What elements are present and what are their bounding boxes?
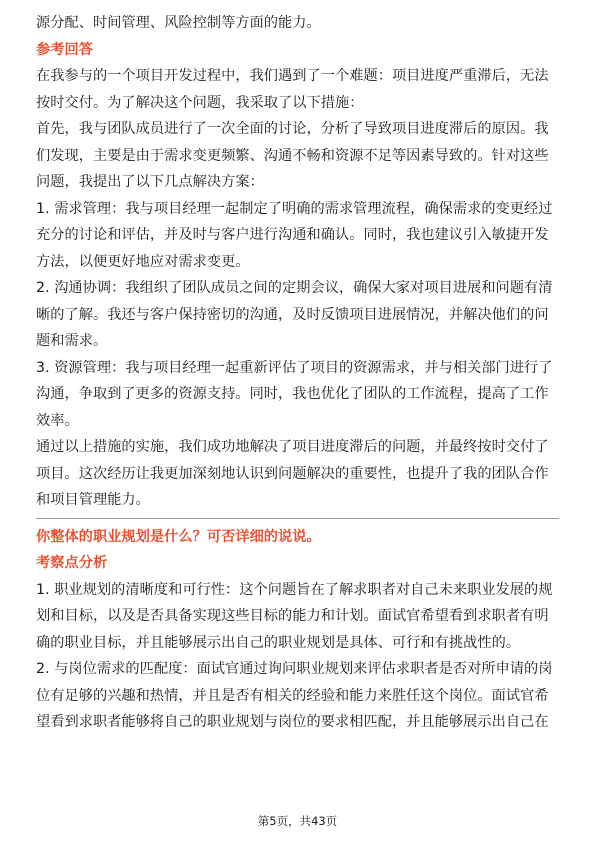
continuation-text: 源分配、时间管理、风险控制等方面的能力。 <box>36 15 321 31</box>
answer-line: 首先，我与团队成员进行了一次全面的讨论，分析了导致项目进度滞后的原因。我 <box>36 121 549 137</box>
document-page <box>36 14 559 740</box>
analysis-line: 望看到求职者能够将自己的职业规划与岗位的要求相匹配，并且能够展示出自己在 <box>36 714 549 730</box>
answer-paragraph <box>36 67 559 510</box>
answer-line: 按时交付。为了解决这个问题，我采取了以下措施： <box>36 94 364 111</box>
analysis-line: 划和目标，以及是否具备实现这些目标的能力和计划。面试官希望看到求职者有明 <box>36 608 549 624</box>
analysis-line: 确的职业目标，并且能够展示出自己的职业规划是具体、可行和有挑战性的。 <box>36 634 521 651</box>
answer-line: 在我参与的一个项目开发过程中，我们遇到了一个难题：项目进度严重滞后，无法 <box>36 68 549 84</box>
analysis-line: 1. 职业规划的清晰度和可行性：这个问题旨在了解求职者对自己未来职业发展的规 <box>36 581 553 598</box>
answer-line: 沟通，争取到了更多的资源支持。同时，我也优化了团队的工作流程，提高了工作 <box>36 386 549 402</box>
answer-line: 问题，我提出了以下几点解决方案： <box>36 174 264 190</box>
answer-line: 2. 沟通协调：我组织了团队成员之间的定期会议，确保大家对项目进展和问题有清 <box>36 280 553 296</box>
answer-line: 1. 需求管理：我与项目经理一起制定了明确的需求管理流程，确保需求的变更经过 <box>36 200 553 217</box>
analysis-line: 位有足够的兴趣和热情，并且是否有相关的经验和能力来胜任这个岗位。面试官希 <box>36 687 549 704</box>
page-number-footer: 第5页，共43页 <box>257 814 338 828</box>
answer-line: 项目。这次经历让我更加深刻地认识到问题解决的重要性，也提升了我的团队合作 <box>36 465 549 482</box>
answer-line: 3. 资源管理：我与项目经理一起重新评估了项目的资源需求，并与相关部门进行了 <box>36 359 553 376</box>
answer-line: 们发现，主要是由于需求变更频繁、沟通不畅和资源不足等因素导致的。针对这些 <box>36 147 549 164</box>
analysis-heading: 考察点分析 <box>36 555 108 571</box>
answer-line: 充分的讨论和评估，并及时与客户进行沟通和确认。同时，我也建议引入敏捷开发 <box>36 227 549 243</box>
answer-line: 效率。 <box>36 412 79 429</box>
answer-line: 晰的了解。我还与客户保持密切的沟通，及时反馈项目进展情况，并解决他们的问 <box>36 306 549 323</box>
question-title: 你整体的职业规划是什么？可否详细的说说。 <box>36 528 321 545</box>
section-divider <box>36 518 559 519</box>
answer-line: 通过以上措施的实施，我们成功地解决了项目进度滞后的问题，并最终按时交付了 <box>36 439 549 455</box>
answer-line: 方法，以便更好地应对需求变更。 <box>36 253 250 270</box>
analysis-line: 2. 与岗位需求的匹配度：面试官通过询问职业规划来评估求职者是否对所申请的岗 <box>36 661 553 677</box>
analysis-paragraph <box>36 581 559 733</box>
answer-line: 和项目管理能力。 <box>36 492 150 508</box>
answer-heading: 参考回答 <box>36 41 93 58</box>
answer-line: 题和需求。 <box>36 333 108 349</box>
